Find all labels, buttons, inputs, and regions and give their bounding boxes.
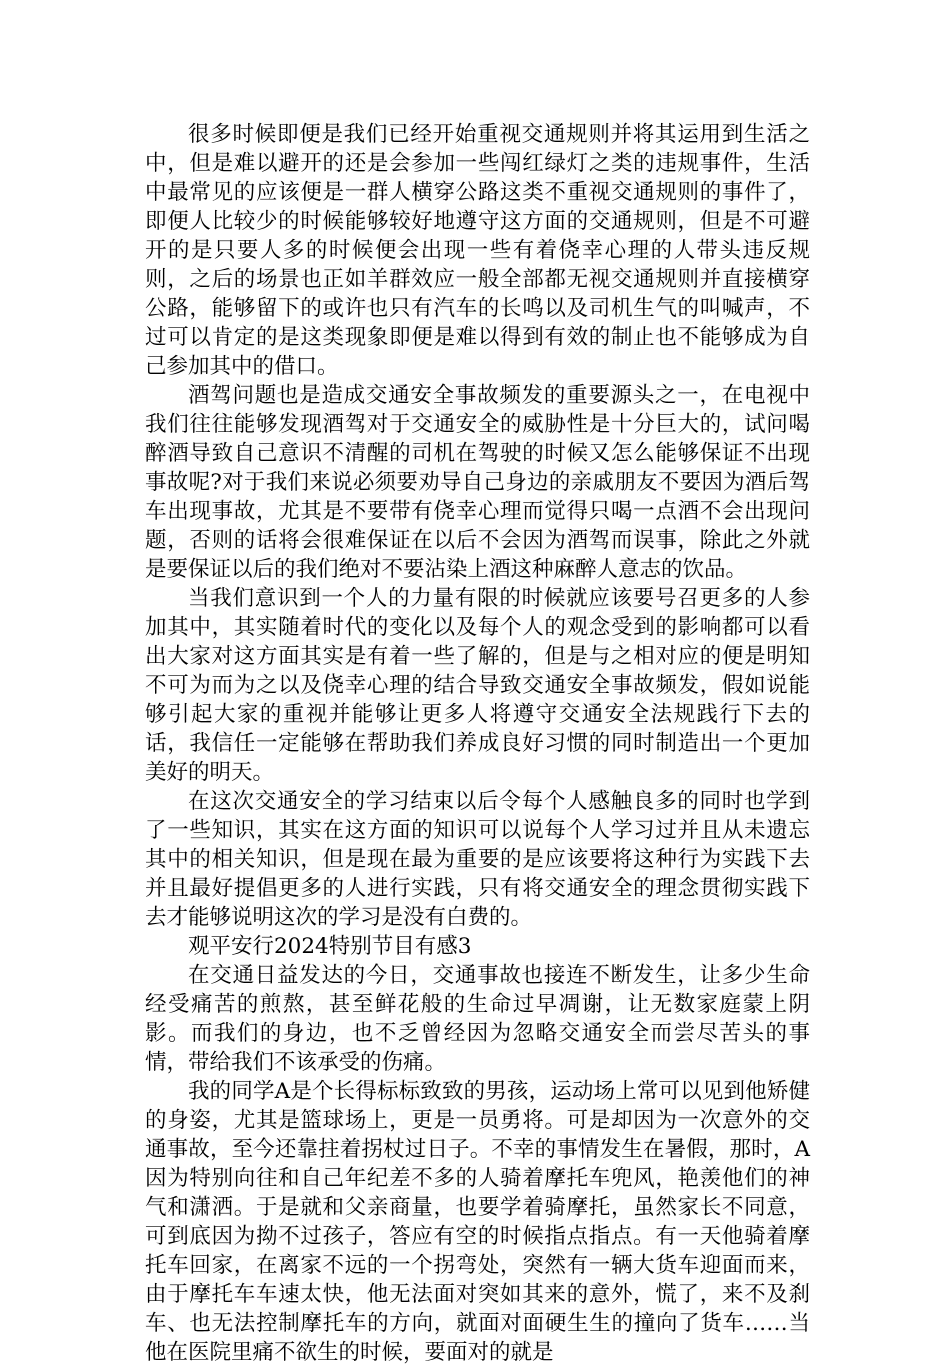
document-body (145, 120, 810, 1367)
body-paragraph: 我的同学A是个长得标标致致的男孩，运动场上常可以见到他矫健的身姿，尤其是篮球场上，更是一员勇将。可是却因为一次意外的交通事故，至今还靠拄着拐杖过日子。不幸的事情发生在暑假，那时，A因为特别向往和自己年纪差不多的人骑着摩托车兜风，艳羡他们的神气和潇洒。于是就和父亲商量，也要学着骑摩托，虽然家长不同意，可到底因为拗不过孩子，答应有空的时候指点指点。有一天他骑着摩托车回家，在离家不远的一个拐弯处，突然有一辆大货车迎面而来，由于摩托车车速太快，他无法面对突如其来的意外，慌了，来不及刹车、也无法控制摩托车的方向，就面对面硬生生的撞向了货车……当他在医院里痛不欲生的时候，要面对的就是 (145, 1079, 810, 1365)
body-paragraph: 在交通日益发达的今日，交通事故也接连不断发生，让多少生命经受痛苦的煎熬，甚至鲜花般的生命过早凋谢，让无数家庭蒙上阴影。而我们的身边，也不乏曾经因为忽略交通安全而尝尽苦头的事情，带给我们不该承受的伤痛。 (145, 963, 810, 1075)
body-paragraph: 在这次交通安全的学习结束以后令每个人感触良多的同时也学到了一些知识，其实在这方面的知识可以说每个人学习过并且从未遗忘其中的相关知识，但是现在最为重要的是应该要将这种行为实践下去并且最好提倡更多的人进行实践，只有将交通安全的理念贯彻实践下去才能够说明这次的学习是没有白费的。 (145, 789, 810, 930)
section-title: 观平安行2024特别节目有感3 (188, 934, 472, 959)
body-paragraph: 酒驾问题也是造成交通安全事故频发的重要源头之一，在电视中我们往往能够发现酒驾对于交通安全的威胁性是十分巨大的，试问喝醉酒导致自己意识不清醒的司机在驾驶的时候又怎么能够保证不出现事故呢?对于我们来说必须要劝导自己身边的亲戚朋友不要因为酒后驾车出现事故，尤其是不要带有侥幸心理而觉得只喝一点酒不会出现问题，否则的话将会很难保证在以后不会因为酒驾而误事，除此之外就是要保证以后的我们绝对不要沾染上酒这种麻醉人意志的饮品。 (145, 383, 810, 582)
body-paragraph: 很多时候即便是我们已经开始重视交通规则并将其运用到生活之中，但是难以避开的还是会参加一些闯红绿灯之类的违规事件，生活中最常见的应该便是一群人横穿公路这类不重视交通规则的事件了，即便人比较少的时候能够较好地遵守这方面的交通规则，但是不可避开的是只要人多的时候便会出现一些有着侥幸心理的人带头违反规则，之后的场景也正如羊群效应一般全部都无视交通规则并直接横穿公路，能够留下的或许也只有汽车的长鸣以及司机生气的叫喊声，不过可以肯定的是这类现象即便是难以得到有效的制止也不能够成为自己参加其中的借口。 (145, 122, 810, 379)
body-paragraph: 当我们意识到一个人的力量有限的时候就应该要号召更多的人参加其中，其实随着时代的变化以及每个人的观念受到的影响都可以看出大家对这方面其实是有着一些了解的，但是与之相对应的便是明知不可为而为之以及侥幸心理的结合导致交通安全事故频发，假如说能够引起大家的重视并能够让更多人将遵守交通安全法规践行下去的话，我信任一定能够在帮助我们养成良好习惯的同时制造出一个更加美好的明天。 (145, 586, 810, 785)
